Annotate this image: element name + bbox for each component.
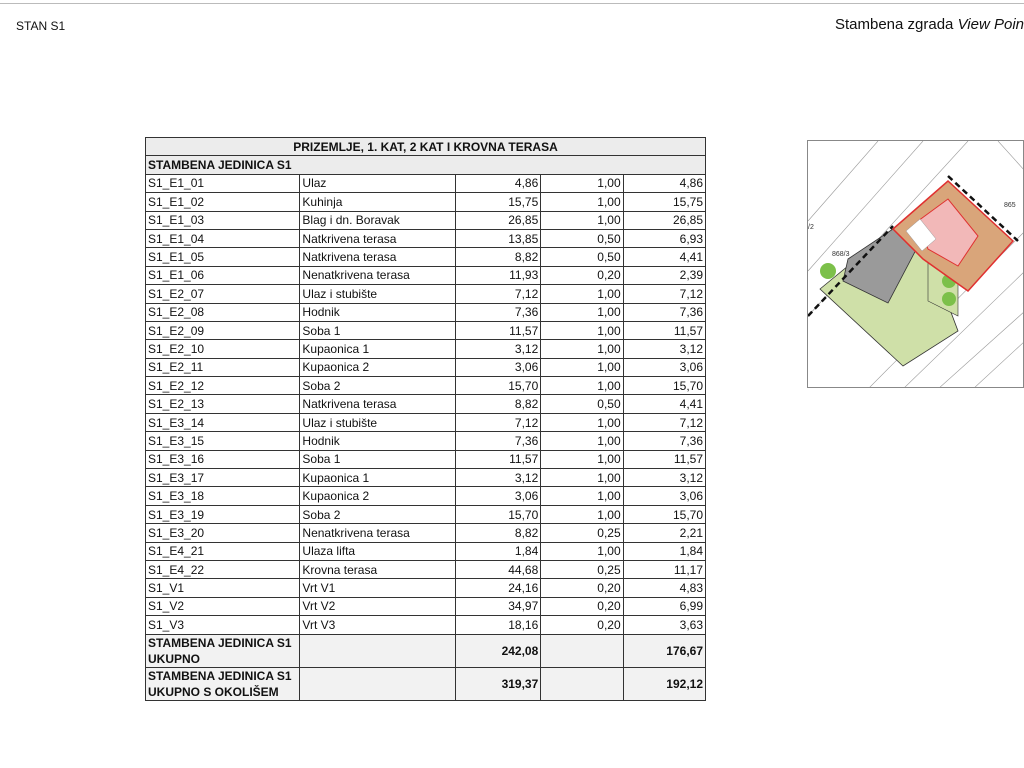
room-coefficient: 0,50 — [541, 248, 623, 266]
room-code: S1_E2_08 — [146, 303, 300, 321]
room-coefficient: 0,50 — [541, 395, 623, 413]
room-net-area: 6,99 — [623, 597, 705, 615]
room-code: S1_V3 — [146, 616, 300, 634]
room-coefficient: 1,00 — [541, 413, 623, 431]
room-area: 24,16 — [455, 579, 540, 597]
total-label-line1: STAMBENA JEDINICA S1 — [148, 668, 292, 683]
table-row — [146, 450, 706, 468]
room-net-area: 3,63 — [623, 616, 705, 634]
room-name: Soba 1 — [300, 450, 455, 468]
room-coefficient: 1,00 — [541, 377, 623, 395]
parcel-label-868-3: 868/3 — [832, 251, 850, 258]
room-area: 8,82 — [455, 524, 540, 542]
room-area: 11,57 — [455, 450, 540, 468]
room-net-area: 7,12 — [623, 285, 705, 303]
room-coefficient: 1,00 — [541, 211, 623, 229]
room-net-area: 6,93 — [623, 229, 705, 247]
room-name: Vrt V2 — [300, 597, 455, 615]
room-area: 1,84 — [455, 542, 540, 560]
room-coefficient: 0,20 — [541, 616, 623, 634]
area-table — [145, 137, 706, 701]
table-row — [146, 616, 706, 634]
room-area: 15,75 — [455, 193, 540, 211]
room-area: 13,85 — [455, 229, 540, 247]
room-name: Vrt V3 — [300, 616, 455, 634]
room-coefficient: 1,00 — [541, 487, 623, 505]
room-area: 26,85 — [455, 211, 540, 229]
room-code: S1_E2_09 — [146, 321, 300, 339]
room-name: Kupaonica 2 — [300, 358, 455, 376]
room-code: S1_E2_11 — [146, 358, 300, 376]
room-coefficient: 1,00 — [541, 303, 623, 321]
room-name: Kupaonica 1 — [300, 340, 455, 358]
total-empty — [300, 634, 455, 667]
total-area: 319,37 — [455, 667, 540, 700]
site-plan-drawing — [808, 141, 1024, 388]
table-row — [146, 377, 706, 395]
total-row — [146, 667, 706, 700]
room-coefficient: 0,25 — [541, 524, 623, 542]
room-net-area: 3,06 — [623, 358, 705, 376]
top-divider — [0, 3, 1024, 4]
room-code: S1_E2_07 — [146, 285, 300, 303]
table-row — [146, 505, 706, 523]
room-code: S1_E3_18 — [146, 487, 300, 505]
room-net-area: 7,36 — [623, 303, 705, 321]
room-code: S1_E1_03 — [146, 211, 300, 229]
building-title-italic: View Poin — [957, 16, 1024, 33]
room-net-area: 26,85 — [623, 211, 705, 229]
room-coefficient: 0,20 — [541, 266, 623, 284]
room-area: 3,06 — [455, 487, 540, 505]
room-area: 7,36 — [455, 303, 540, 321]
table-row — [146, 321, 706, 339]
room-code: S1_E1_02 — [146, 193, 300, 211]
room-name: Kuhinja — [300, 193, 455, 211]
table-row — [146, 524, 706, 542]
room-area: 44,68 — [455, 560, 540, 578]
room-code: S1_V2 — [146, 597, 300, 615]
room-code: S1_E1_06 — [146, 266, 300, 284]
room-area: 3,06 — [455, 358, 540, 376]
room-coefficient: 1,00 — [541, 432, 623, 450]
table-row — [146, 413, 706, 431]
room-net-area: 11,57 — [623, 450, 705, 468]
room-code: S1_E3_19 — [146, 505, 300, 523]
table-title-row — [146, 138, 706, 156]
room-coefficient: 1,00 — [541, 174, 623, 192]
room-name: Ulaz i stubište — [300, 285, 455, 303]
table-row — [146, 542, 706, 560]
unit-heading: STAMBENA JEDINICA S1 — [146, 156, 706, 174]
table-row — [146, 579, 706, 597]
room-coefficient: 1,00 — [541, 469, 623, 487]
room-coefficient: 0,20 — [541, 579, 623, 597]
room-coefficient: 0,25 — [541, 560, 623, 578]
site-plan — [807, 140, 1024, 388]
table-row — [146, 248, 706, 266]
unit-heading-row — [146, 156, 706, 174]
table-row — [146, 469, 706, 487]
room-area: 11,93 — [455, 266, 540, 284]
room-name: Kupaonica 2 — [300, 487, 455, 505]
room-area: 3,12 — [455, 469, 540, 487]
room-code: S1_E1_04 — [146, 229, 300, 247]
room-area: 7,12 — [455, 413, 540, 431]
room-net-area: 1,84 — [623, 542, 705, 560]
room-net-area: 4,41 — [623, 395, 705, 413]
room-coefficient: 1,00 — [541, 321, 623, 339]
room-code: S1_E3_15 — [146, 432, 300, 450]
room-area: 15,70 — [455, 505, 540, 523]
room-net-area: 7,36 — [623, 432, 705, 450]
total-label — [146, 667, 300, 700]
total-label — [146, 634, 300, 667]
room-name: Hodnik — [300, 432, 455, 450]
room-area: 11,57 — [455, 321, 540, 339]
room-net-area: 4,41 — [623, 248, 705, 266]
room-area: 18,16 — [455, 616, 540, 634]
room-net-area: 3,06 — [623, 487, 705, 505]
room-net-area: 11,17 — [623, 560, 705, 578]
total-label-line2: UKUPNO — [148, 651, 201, 666]
room-name: Soba 2 — [300, 377, 455, 395]
total-empty — [541, 667, 623, 700]
total-empty — [541, 634, 623, 667]
table-row — [146, 193, 706, 211]
room-name: Hodnik — [300, 303, 455, 321]
room-code: S1_V1 — [146, 579, 300, 597]
room-code: S1_E1_05 — [146, 248, 300, 266]
room-net-area: 15,70 — [623, 505, 705, 523]
table-row — [146, 211, 706, 229]
room-name: Soba 2 — [300, 505, 455, 523]
parcel-label-865: 865 — [1004, 202, 1016, 209]
room-net-area: 3,12 — [623, 340, 705, 358]
total-label-line1: STAMBENA JEDINICA S1 — [148, 635, 292, 650]
total-row — [146, 634, 706, 667]
room-code: S1_E3_14 — [146, 413, 300, 431]
room-coefficient: 1,00 — [541, 285, 623, 303]
room-name: Nenatkrivena terasa — [300, 266, 455, 284]
total-empty — [300, 667, 455, 700]
room-area: 34,97 — [455, 597, 540, 615]
room-name: Nenatkrivena terasa — [300, 524, 455, 542]
room-code: S1_E3_20 — [146, 524, 300, 542]
building-title-plain: Stambena zgrada — [834, 16, 958, 33]
room-name: Vrt V1 — [300, 579, 455, 597]
table-row — [146, 229, 706, 247]
room-coefficient: 0,50 — [541, 229, 623, 247]
unit-label: STAN S1 — [16, 19, 66, 33]
room-code: S1_E3_17 — [146, 469, 300, 487]
table-title: PRIZEMLJE, 1. KAT, 2 KAT I KROVNA TERASA — [146, 138, 706, 156]
total-label-line2: UKUPNO S OKOLIŠEM — [148, 684, 279, 699]
room-name: Kupaonica 1 — [300, 469, 455, 487]
parcel-label-2: /2 — [808, 224, 814, 231]
table-row — [146, 395, 706, 413]
room-name: Natkrivena terasa — [300, 395, 455, 413]
room-code: S1_E4_22 — [146, 560, 300, 578]
table-row — [146, 285, 706, 303]
room-net-area: 4,86 — [623, 174, 705, 192]
room-code: S1_E3_16 — [146, 450, 300, 468]
room-coefficient: 1,00 — [541, 340, 623, 358]
room-name: Ulaz i stubište — [300, 413, 455, 431]
room-area: 8,82 — [455, 395, 540, 413]
room-area: 7,12 — [455, 285, 540, 303]
total-area: 242,08 — [455, 634, 540, 667]
room-name: Krovna terasa — [300, 560, 455, 578]
room-code: S1_E1_01 — [146, 174, 300, 192]
room-area: 4,86 — [455, 174, 540, 192]
room-name: Natkrivena terasa — [300, 229, 455, 247]
room-net-area: 3,12 — [623, 469, 705, 487]
table-row — [146, 174, 706, 192]
table-row — [146, 303, 706, 321]
total-net-area: 192,12 — [623, 667, 705, 700]
room-name: Blag i dn. Boravak — [300, 211, 455, 229]
table-row — [146, 340, 706, 358]
room-name: Ulaz — [300, 174, 455, 192]
room-coefficient: 1,00 — [541, 358, 623, 376]
room-code: S1_E2_10 — [146, 340, 300, 358]
room-name: Ulaza lifta — [300, 542, 455, 560]
room-code: S1_E2_12 — [146, 377, 300, 395]
room-net-area: 15,70 — [623, 377, 705, 395]
room-name: Soba 1 — [300, 321, 455, 339]
room-area: 7,36 — [455, 432, 540, 450]
table-row — [146, 432, 706, 450]
table-row — [146, 487, 706, 505]
building-title — [835, 16, 1024, 33]
room-coefficient: 1,00 — [541, 505, 623, 523]
room-net-area: 11,57 — [623, 321, 705, 339]
total-net-area: 176,67 — [623, 634, 705, 667]
room-coefficient: 0,20 — [541, 597, 623, 615]
room-area: 3,12 — [455, 340, 540, 358]
room-area: 8,82 — [455, 248, 540, 266]
table-row — [146, 560, 706, 578]
table-row — [146, 358, 706, 376]
room-net-area: 7,12 — [623, 413, 705, 431]
table-row — [146, 597, 706, 615]
room-code: S1_E4_21 — [146, 542, 300, 560]
room-net-area: 15,75 — [623, 193, 705, 211]
room-name: Natkrivena terasa — [300, 248, 455, 266]
room-coefficient: 1,00 — [541, 450, 623, 468]
room-coefficient: 1,00 — [541, 193, 623, 211]
room-net-area: 4,83 — [623, 579, 705, 597]
room-code: S1_E2_13 — [146, 395, 300, 413]
table-row — [146, 266, 706, 284]
room-net-area: 2,21 — [623, 524, 705, 542]
room-net-area: 2,39 — [623, 266, 705, 284]
room-coefficient: 1,00 — [541, 542, 623, 560]
room-area: 15,70 — [455, 377, 540, 395]
